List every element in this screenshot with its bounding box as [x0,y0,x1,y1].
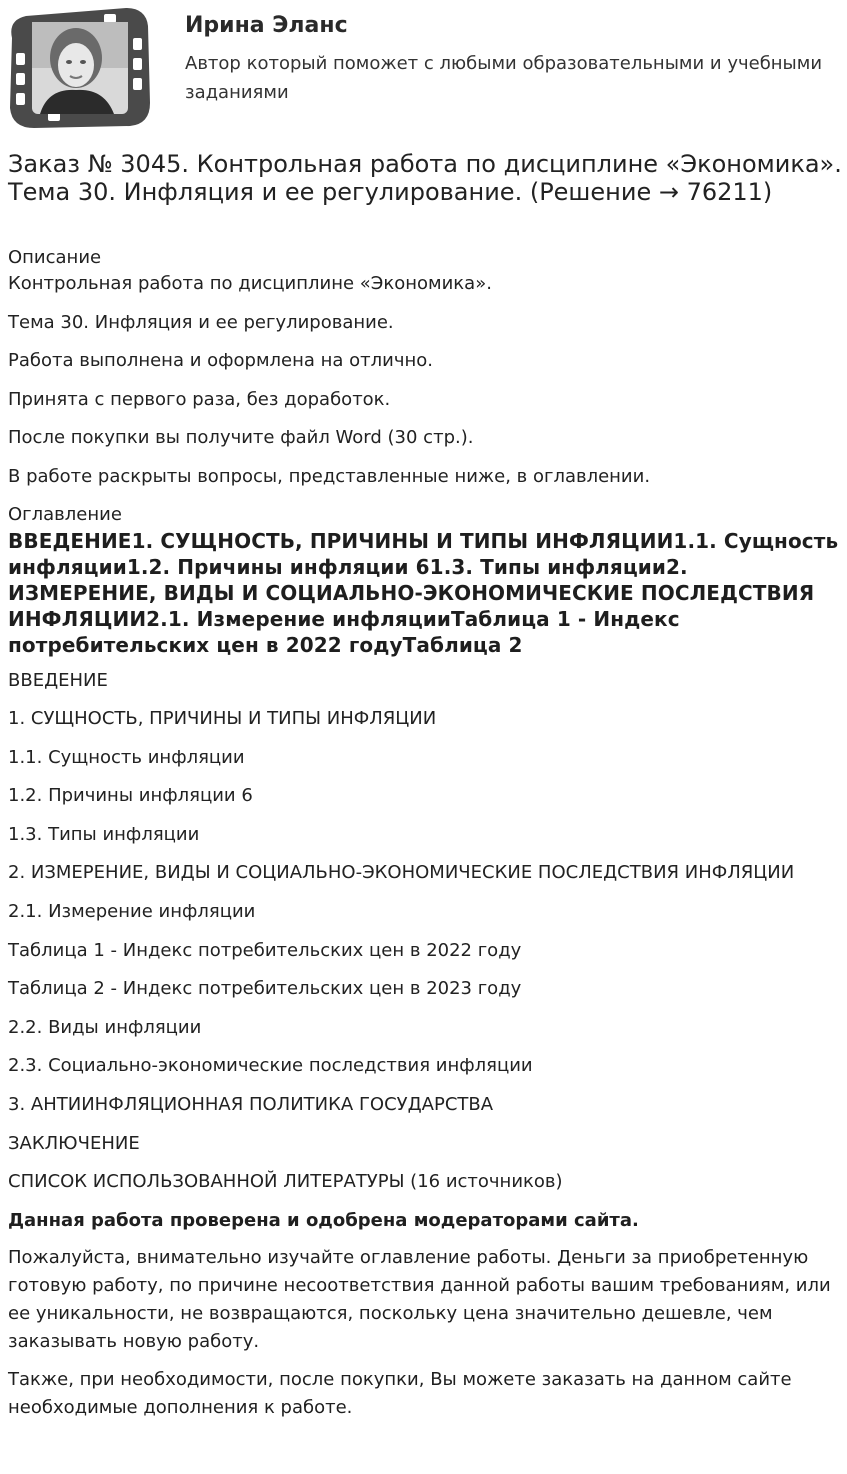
toc-item: ЗАКЛЮЧЕНИЕ [8,1132,140,1154]
toc-item: 1.1. Сущность инфляции [8,746,245,768]
toc-item: 2.1. Измерение инфляции [8,901,256,923]
description-list [8,271,843,490]
toc-item: ВВЕДЕНИЕ [8,669,108,691]
author-description: Автор который поможет с любыми образовательными и учебными заданиями [185,53,823,103]
description-line: Контрольная работа по дисциплине «Экономика». [8,273,492,294]
toc-item: 1.2. Причины инфляции 6 [8,785,253,807]
toc-list [8,668,843,1196]
toc-item: СПИСОК ИСПОЛЬЗОВАННОЙ ЛИТЕРАТУРЫ (16 источников) [8,1171,563,1193]
approved-note: Данная работа проверена и одобрена модераторами сайта. [8,1209,639,1231]
toc-summary: ВВЕДЕНИЕ1. СУЩНОСТЬ, ПРИЧИНЫ И ТИПЫ ИНФЛЯЦИИ1.1. Сущность инфляции1.2. Причины инфляции 61.3. Типы инфляции2. ИЗМЕРЕНИЕ, ВИДЫ И СОЦИАЛЬНО-ЭКОНОМИЧЕСКИЕ ПОСЛЕДСТВИЯ ИНФЛЯЦИИ2.1. Измерение инфляцииТаблица 1 - Индекс потребительских цен в 2022 годуТаблица 2 [8,528,839,658]
toc-item: Таблица 1 - Индекс потребительских цен в 2022 году [8,939,522,961]
toc-item: 2. ИЗМЕРЕНИЕ, ВИДЫ И СОЦИАЛЬНО-ЭКОНОМИЧЕСКИЕ ПОСЛЕДСТВИЯ ИНФЛЯЦИИ [8,862,795,884]
description-line: В работе раскрыты вопросы, представленные ниже, в оглавлении. [8,465,651,487]
additions-notice: Также, при необходимости, после покупки, Вы можете заказать на данном сайте необходимые дополнения к работе. [8,1368,792,1418]
description-line: Принята с первого раза, без доработок. [8,388,391,410]
description-line: После покупки вы получите файл Word (30 стр.). [8,427,474,448]
refund-notice: Пожалуйста, внимательно изучайте оглавление работы. Деньги за приобретенную готовую работу, по причине несоответствия данной работы вашим требованиям, или ее уникальности, не возвращаются, поскольку цена значительно дешевле, чем заказывать новую работу. [8,1246,831,1352]
description-line: Тема 30. Инфляция и ее регулирование. [8,311,394,333]
description-line: Работа выполнена и оформлена на отлично. [8,350,434,371]
main-content [8,245,843,1422]
toc-label: Оглавление [8,503,122,525]
author-avatar [8,8,150,128]
toc-item: 2.3. Социально-экономические последствия инфляции [8,1055,533,1077]
toc-item: 1.3. Типы инфляции [8,823,200,845]
toc-item: 1. СУЩНОСТЬ, ПРИЧИНЫ И ТИПЫ ИНФЛЯЦИИ [8,708,437,730]
author-name[interactable]: Ирина Эланс [185,13,348,38]
author-card [0,0,847,135]
order-title: Заказ № 3045. Контрольная работа по дисциплине «Экономика». Тема 30. Инфляция и ее регулирование. (Решение → 76211) [8,150,842,206]
description-label: Описание [8,247,102,268]
toc-item: 2.2. Виды инфляции [8,1016,202,1038]
toc-item: Таблица 2 - Индекс потребительских цен в 2023 году [8,978,522,1000]
toc-item: 3. АНТИИНФЛЯЦИОННАЯ ПОЛИТИКА ГОСУДАРСТВА [8,1094,494,1116]
